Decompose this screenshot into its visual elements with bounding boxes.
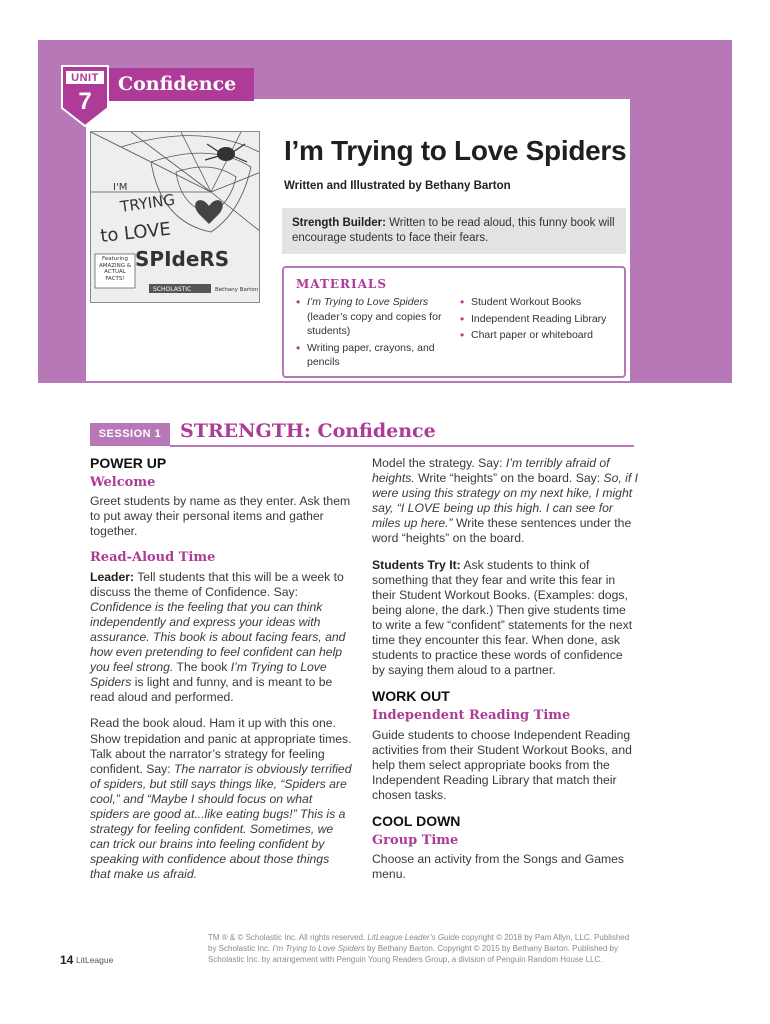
- materials-heading: MATERIALS: [296, 277, 388, 291]
- strength-builder-text: Written to be read aloud, this funny book will encourage students to face their fears.: [292, 217, 615, 244]
- text-run: Model the strategy. Say:: [372, 456, 506, 470]
- text-run: Tell students that this will be a week to discuss the theme of Confidence. Say:: [90, 569, 344, 599]
- welcome-heading: Welcome: [90, 475, 156, 491]
- read-aloud-heading: Read-Aloud Time: [90, 550, 216, 566]
- material-book-title: I’m Trying to Love Spiders: [307, 296, 429, 308]
- text-run: Write “heights” on the board. Say:: [414, 471, 604, 486]
- cover-text-trying: TRYING: [119, 190, 177, 216]
- footer-brand: LitLeague: [76, 955, 114, 965]
- read-aloud-paragraph: [90, 716, 352, 882]
- cover-text-spiders: SPIdeRS: [135, 247, 230, 271]
- unit-number: 7: [78, 88, 92, 115]
- page-number: 14: [60, 953, 74, 967]
- list-item: • Chart paper or whiteboard: [460, 328, 620, 343]
- text-run: copyright © 2018 by Pam Allyn, LLC. Published by Scholastic Inc.: [208, 933, 630, 953]
- material-text: Writing paper, crayons, and pencils: [307, 341, 435, 368]
- text-run: Read the book aloud. Ham it up with this one. Show trepidation and panic at appropriate times. Talk about the narrator’s strategy for feeling confident. Say:: [90, 716, 352, 776]
- group-time-text: Choose an activity from the Songs and Games menu.: [372, 852, 625, 882]
- unit-label: UNIT: [71, 72, 99, 84]
- cover-publisher: SCHOLASTIC: [153, 286, 192, 293]
- text-run-italic: I’m Trying to Love Spiders: [90, 660, 327, 690]
- strength-builder-box: [282, 208, 626, 254]
- text-run-italic: Confidence is the feeling that you can think independently and express your ideas with assurance. This book is about facing fears, and how even pretending to feel confident can help you feel strong.: [90, 599, 346, 675]
- session-badge: SESSION 1: [90, 423, 170, 446]
- text-run-italic: So, if I were using this strategy on my next hike, I might say, “I LOVE being up this high. I can see for miles up here.”: [372, 471, 639, 531]
- cool-down-heading: COOL DOWN: [372, 812, 461, 829]
- left-column: [90, 456, 352, 893]
- power-up-heading: POWER UP: [90, 455, 167, 471]
- cover-text-im: I'M: [113, 182, 128, 193]
- unit-title: Confidence: [118, 73, 237, 95]
- list-item: • Independent Reading Library: [460, 312, 620, 327]
- book-title: I’m Trying to Love Spiders: [284, 135, 627, 166]
- independent-reading-text: Guide students to choose Independent Reading activities from their Student Workout Books, and help them select appropriate books from the Independent Reading Library that match their chosen tasks.: [372, 727, 632, 802]
- materials-list-left: [296, 295, 446, 372]
- list-item: [296, 341, 446, 370]
- book-cover-image: [90, 131, 260, 303]
- text-run: Ask students to think of something that they fear and write this fear in their Student Workout Books. (Examples: dogs, being alone, the dark.) Then give students time to write a few “confident” statements for the next time they encounter this fear. When done, ask students to practice these words of confidence by saying them aloud to a partner.: [372, 557, 633, 678]
- book-byline: Written and Illustrated by Bethany Barton: [284, 180, 511, 192]
- cover-author: Bethany Barton: [215, 287, 259, 293]
- leader-label: Leader:: [90, 569, 135, 584]
- students-try-it-label: Students Try It:: [372, 557, 461, 572]
- model-strategy-paragraph: [372, 456, 638, 547]
- students-try-it-paragraph: [372, 558, 638, 679]
- text-run: TM ® & © Scholastic Inc. All rights reserved.: [208, 933, 368, 942]
- independent-reading-heading: Independent Reading Time: [372, 708, 571, 724]
- material-text: (leader’s copy and copies for students): [307, 310, 442, 337]
- group-time-heading: Group Time: [372, 833, 459, 849]
- text-run-italic: The narrator is obviously terrified of spiders, but still says things like, “Spiders are cool,” and “Maybe I should focus on what spiders are good at...like eating bugs!” This is a strategy for feeling confident. Sometimes, we can trick our brains into feeling confident by speaking with confidence about those things that make us afraid.: [90, 761, 352, 882]
- list-item: • Student Workout Books: [460, 295, 620, 310]
- text-run: is light and funny, and is meant to be read aloud and performed.: [90, 675, 333, 705]
- welcome-text: Greet students by name as they enter. Ask them to put away their personal items and gather together.: [90, 494, 351, 539]
- cover-text-to-love: to LOVE: [99, 218, 172, 247]
- strength-builder-label: Strength Builder:: [292, 217, 386, 229]
- text-run-italic: I’m terribly afraid of heights.: [372, 456, 610, 486]
- spider-web-illustration: [91, 132, 260, 303]
- text-run: by Bethany Barton. Copyright © 2015 by Bethany Barton. Published by Scholastic Inc. by arrangement with Penguin Young Readers Group, a division of Penguin Random House LLC.: [208, 944, 618, 964]
- text-run-italic: LitLeague Leader’s Guide: [367, 933, 460, 942]
- session-divider: [170, 445, 634, 447]
- cover-tag: Featuring AMAZING & ACTUAL FACTS!: [98, 256, 132, 282]
- list-item: [296, 295, 446, 339]
- session-heading: STRENGTH: Confidence: [180, 420, 436, 442]
- copyright-notice: [208, 932, 638, 965]
- leader-paragraph: [90, 570, 352, 706]
- text-run: Write these sentences under the word “heights” on the board.: [372, 516, 632, 546]
- work-out-heading: WORK OUT: [372, 688, 450, 705]
- materials-list-right: [460, 295, 620, 345]
- text-run: The book: [173, 660, 231, 675]
- text-run-italic: I’m Trying to Love Spiders: [272, 944, 365, 953]
- right-column: [372, 456, 638, 893]
